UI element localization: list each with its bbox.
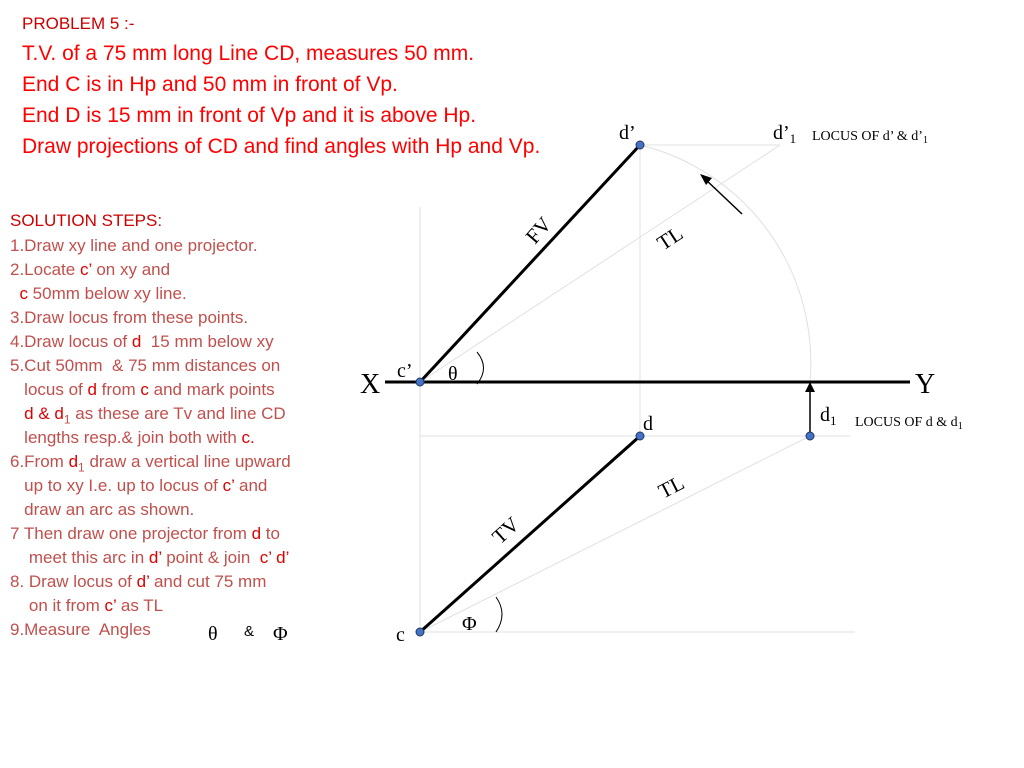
step-highlight: d: [68, 452, 79, 471]
step-text: 2.Locate: [10, 260, 80, 279]
step-highlight: c’: [104, 596, 117, 615]
d-label: d: [643, 413, 653, 435]
point-d1: [806, 432, 814, 440]
step-text: up to xy I.e. up to locus of: [10, 476, 223, 495]
step-text: 1.Draw xy line and one projector.: [10, 236, 258, 255]
step-text: draw an arc as shown.: [10, 500, 195, 519]
solution-steps-title: SOLUTION STEPS:: [10, 211, 163, 230]
step-text: lengths resp.& join both with: [10, 428, 242, 447]
step-highlight: d: [87, 380, 97, 399]
y-label: Y: [915, 369, 936, 400]
step-text: locus of: [10, 380, 88, 399]
d1-label: $d_1$: [820, 404, 837, 428]
tl-lower-label: TL: [654, 470, 689, 504]
step-text: 7 Then draw one projector from: [10, 524, 252, 543]
step-highlight: d: [251, 524, 262, 543]
problem-title: PROBLEM 5 :-: [22, 14, 135, 33]
step-text: and mark points: [148, 380, 275, 399]
step-text: draw a vertical line upward: [84, 452, 291, 471]
step-text: 50mm below xy line.: [27, 284, 187, 303]
step-highlight: c’: [222, 476, 235, 495]
step-text: to: [261, 524, 280, 543]
step-text: as these are Tv and line CD: [70, 404, 286, 423]
construction-lines: [420, 145, 855, 632]
step-text: 15 mm below xy: [141, 332, 274, 351]
step-text: from: [96, 380, 141, 399]
phi-angle-arc: [496, 597, 502, 632]
step-text: on xy and: [91, 260, 171, 279]
measure-amp-symbol: &: [244, 623, 255, 640]
step-highlight: c: [140, 380, 149, 399]
measure-phi-symbol: Φ: [273, 623, 288, 645]
step-highlight: c’ d’: [259, 548, 290, 567]
problem-line-4: Draw projections of CD and find angles with Hp and Vp.: [22, 135, 541, 158]
d-prime1-label: $d’_1$: [773, 122, 797, 146]
subscript: 1: [63, 412, 71, 427]
problem-line-3: End D is 15 mm in front of Vp and it is above Hp.: [22, 104, 477, 127]
step-text: 9.Measure Angles: [10, 620, 151, 639]
measure-theta-symbol: θ: [208, 623, 218, 645]
true-length-tv: [420, 436, 810, 632]
step-highlight: d’: [136, 572, 150, 591]
point-d-prime: [636, 141, 644, 149]
step-text: as TL: [116, 596, 164, 615]
step-text: and: [234, 476, 268, 495]
step-text: 3.Draw locus from these points.: [10, 308, 249, 327]
step-text: on it from: [10, 596, 105, 615]
x-label: X: [360, 369, 381, 400]
step-highlight: c’: [79, 260, 92, 279]
c-label: c: [396, 624, 405, 646]
point-c: [416, 628, 424, 636]
fv-label: FV: [520, 212, 557, 249]
step-text: 4.Draw locus of: [10, 332, 132, 351]
step-highlight: d: [131, 332, 142, 351]
theta-angle-arc: [477, 352, 484, 384]
step-highlight: c: [19, 284, 28, 303]
step-highlight: d & d: [24, 404, 64, 423]
step-text: and cut 75 mm: [149, 572, 267, 591]
step-text: meet this arc in: [10, 548, 149, 567]
step-text: point & join: [161, 548, 260, 567]
c-prime-label: c’: [397, 360, 413, 382]
tv-label: TV: [487, 512, 525, 549]
tl-upper-label: TL: [652, 221, 688, 256]
step-text: 6.From: [10, 452, 69, 471]
true-length-fv: [420, 145, 780, 382]
step-highlight: d’: [148, 548, 162, 567]
locus-lower-label: LOCUS OF d & $d_1$: [855, 415, 963, 432]
phi-label: Φ: [462, 613, 477, 635]
point-c-prime: [416, 378, 424, 386]
theta-label: θ: [448, 363, 458, 385]
d-prime-label: d’: [619, 122, 636, 144]
step-highlight: c.: [241, 428, 255, 447]
step-text: 8. Draw locus of: [10, 572, 137, 591]
front-view-line: [420, 145, 640, 382]
step-text: 5.Cut 50mm & 75 mm distances on: [10, 356, 281, 375]
locus-upper-label: LOCUS OF d’ & $d’_1$: [812, 129, 928, 146]
subscript: 1: [78, 460, 85, 475]
problem-line-2: End C is in Hp and 50 mm in front of Vp.: [22, 73, 398, 96]
problem-line-1: T.V. of a 75 mm long Line CD, measures 50 mm.: [22, 42, 475, 65]
top-view-line: [420, 436, 640, 632]
